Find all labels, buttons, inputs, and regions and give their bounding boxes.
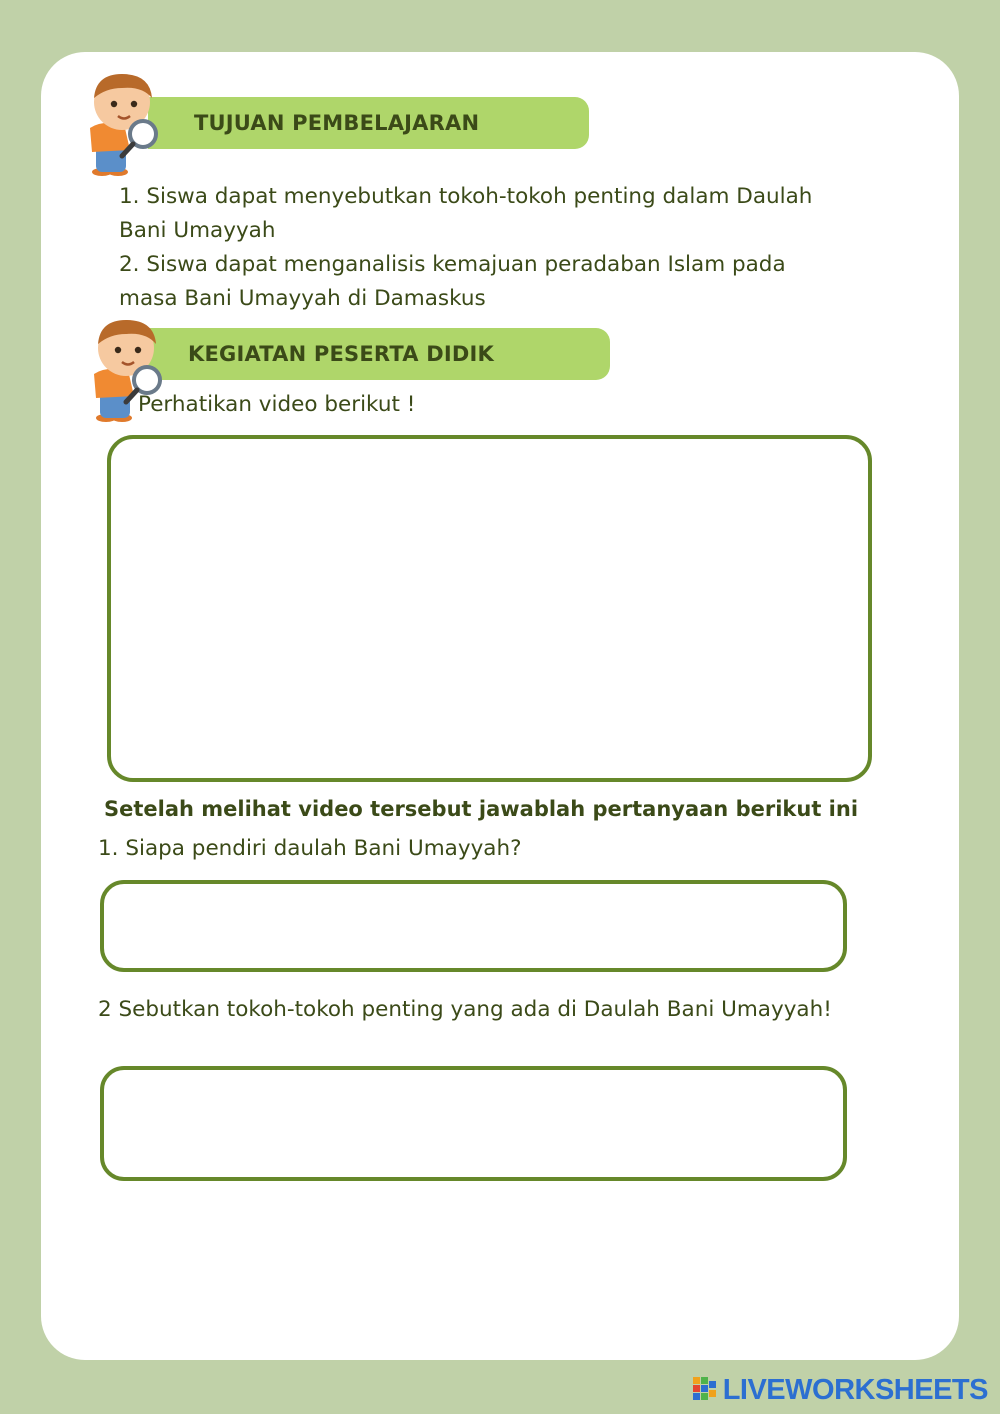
activities-title: KEGIATAN PESERTA DIDIK <box>188 342 494 366</box>
question-2-text: 2 Sebutkan tokoh-tokoh penting yang ada di Daulah Bani Umayyah! <box>98 997 832 1022</box>
objective-2-line-2: masa Bani Umayyah di Damaskus <box>119 286 486 311</box>
activities-banner <box>148 328 610 380</box>
questions-instruction: Setelah melihat video tersebut jawablah pertanyaan berikut ini <box>104 797 859 821</box>
question-1-text: 1. Siapa pendiri daulah Bani Umayyah? <box>98 836 522 861</box>
objective-1-line-1: 1. Siswa dapat menyebutkan tokoh-tokoh penting dalam Daulah <box>119 184 813 209</box>
objectives-banner <box>148 97 589 149</box>
video-embed[interactable] <box>107 435 872 782</box>
liveworksheets-logo <box>693 1373 988 1407</box>
objective-1-line-2: Bani Umayyah <box>119 218 276 243</box>
objectives-title: TUJUAN PEMBELAJARAN <box>194 111 480 135</box>
brand-name: LIVEWORKSHEETS <box>722 1373 988 1406</box>
answer-2-input[interactable] <box>100 1066 847 1181</box>
boy-magnifier-icon <box>72 68 164 180</box>
liveworksheets-logo-icon <box>693 1377 717 1403</box>
answer-1-input[interactable] <box>100 880 847 972</box>
video-instruction: Perhatikan video berikut ! <box>138 392 416 417</box>
objective-2-line-1: 2. Siswa dapat menganalisis kemajuan peradaban Islam pada <box>119 252 786 277</box>
